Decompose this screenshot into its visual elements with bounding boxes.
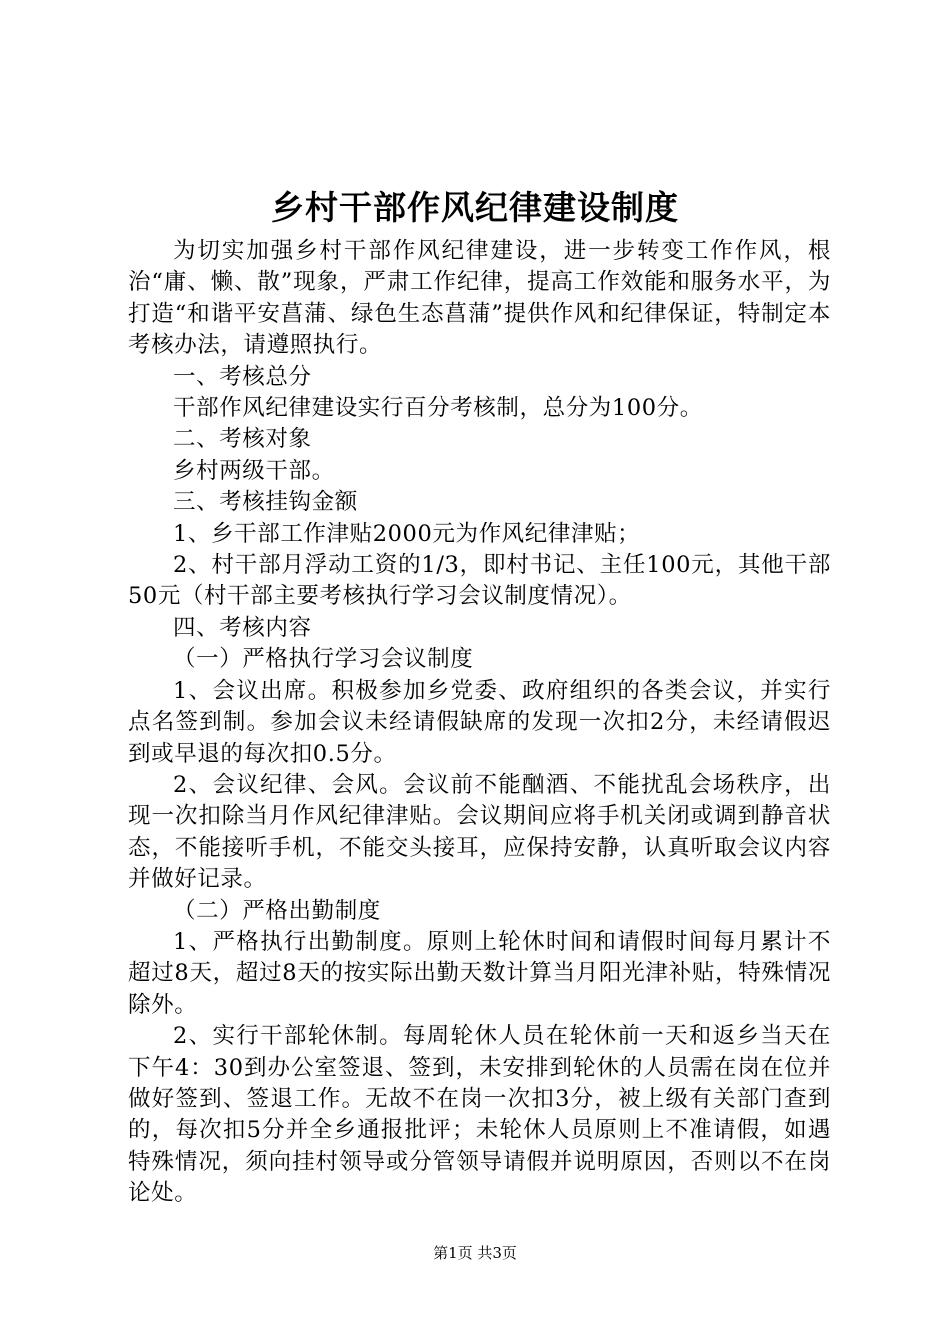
intro-paragraph: 为切实加强乡村干部作风纪律建设，进一步转变工作作风，根治“庸、懒、散”现象，严肃工作纪律，提高工作效能和服务水平，为打造“和谐平安菖蒲、绿色生态菖蒲”提供作风和纪律保证，特制定本考核办法，请遵照执行。 (128, 238, 831, 359)
document-body (128, 236, 831, 1210)
body-paragraph: 乡村两级干部。 (173, 457, 335, 484)
body-paragraph: 2、会议纪律、会风。会议前不能酗酒、不能扰乱会场秩序，出现一次扣除当月作风纪律津贴。会议期间应将手机关闭或调到静音状态，不能接听手机，不能交头接耳，应保持安静，认真听取会议内容并做好记录。 (128, 771, 831, 893)
subsection-heading: （一）严格执行学习会议制度 (173, 646, 474, 673)
subsection-heading: （二）严格出勤制度 (173, 897, 381, 924)
body-paragraph: 1、严格执行出勤制度。原则上轮休时间和请假时间每月累计不超过8天，超过8天的按实际出勤天数计算当月阳光津补贴，特殊情况除外。 (128, 928, 831, 1018)
body-paragraph: 1、会议出席。积极参加乡党委、政府组织的各类会议，并实行点名签到制。参加会议未经请假缺席的发现一次扣2分，未经请假迟到或早退的每次扣0.5分。 (128, 677, 831, 767)
page-number-footer: 第1页 共3页 (433, 1244, 517, 1262)
body-paragraph: 2、实行干部轮休制。每周轮休人员在轮休前一天和返乡当天在下午4：30到办公室签退、签到，未安排到轮休的人员需在岗在位并做好签到、签退工作。无故不在岗一次扣3分，被上级有关部门查到的，每次扣5分并全乡通报批评；未轮休人员原则上不准请假，如遇特殊情况，须向挂村领导或分管领导请假并说明原因，否则以不在岗论处。 (128, 1023, 831, 1207)
body-paragraph: 1、乡干部工作津贴2000元为作风纪律津贴； (173, 520, 641, 547)
body-paragraph: 干部作风纪律建设实行百分考核制，总分为100分。 (173, 395, 703, 422)
document-title: 乡村干部作风纪律建设制度 (271, 188, 679, 227)
body-paragraph: 2、村干部月浮动工资的1/3，即村书记、主任100元，其他干部50元（村干部主要考核执行学习会议制度情况）。 (128, 552, 831, 610)
section-heading: 二、考核对象 (173, 426, 312, 453)
section-heading: 四、考核内容 (173, 614, 312, 641)
section-heading: 三、考核挂钩金额 (173, 489, 358, 516)
section-heading: 一、考核总分 (173, 363, 312, 390)
